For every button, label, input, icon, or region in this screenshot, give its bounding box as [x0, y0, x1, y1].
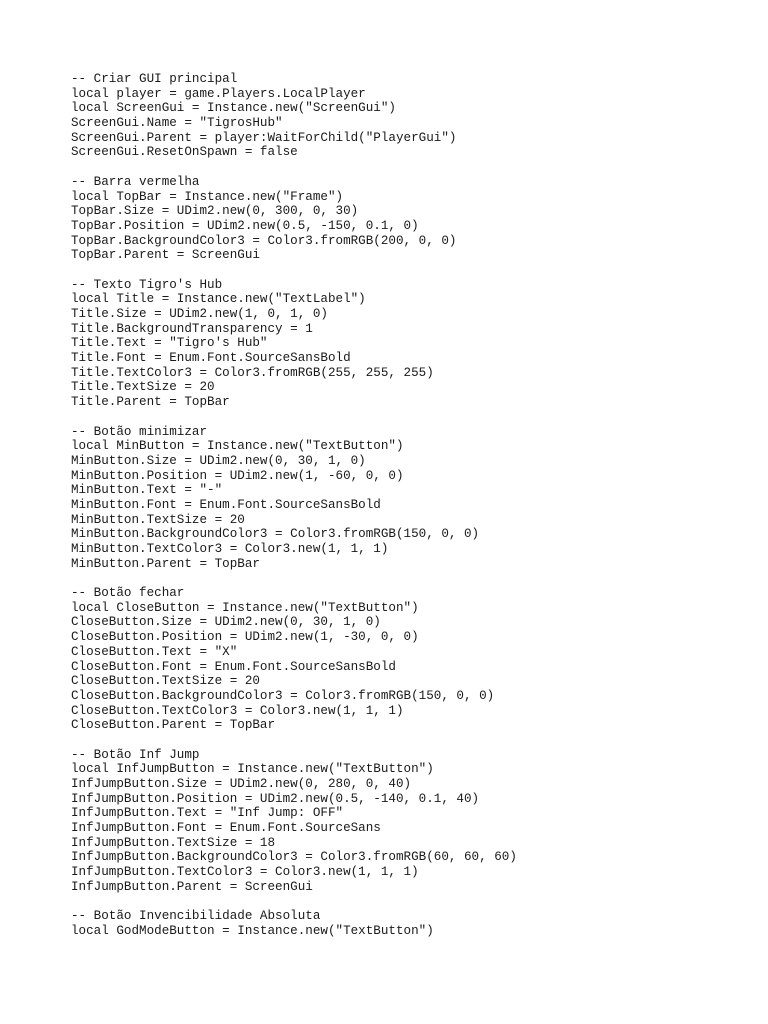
code-line: TopBar.BackgroundColor3 = Color3.fromRGB(200, 0, 0) [71, 233, 457, 248]
code-listing [71, 72, 751, 939]
blank-line [71, 263, 751, 278]
code-line: local player = game.Players.LocalPlayer [71, 86, 366, 101]
code-line: InfJumpButton.Font = Enum.Font.SourceSans [71, 821, 381, 836]
code-line: MinButton.Text = "-" [71, 483, 223, 498]
code-comment-line: -- Botão fechar [71, 586, 185, 601]
code-block [71, 175, 751, 263]
code-line: local Title = Instance.new("TextLabel") [71, 292, 366, 307]
code-block [71, 72, 751, 160]
blank-line [71, 895, 751, 910]
code-line: ScreenGui.Name = "TigrosHub" [71, 116, 283, 131]
code-line: MinButton.BackgroundColor3 = Color3.fromRGB(150, 0, 0) [71, 527, 480, 542]
code-line: InfJumpButton.TextSize = 18 [71, 835, 276, 850]
code-line: CloseButton.Font = Enum.Font.SourceSansBold [71, 659, 396, 674]
code-line: Title.TextColor3 = Color3.fromRGB(255, 255, 255) [71, 365, 434, 380]
code-line: MinButton.Parent = TopBar [71, 556, 260, 571]
code-line: CloseButton.TextColor3 = Color3.new(1, 1, 1) [71, 703, 404, 718]
blank-line [71, 160, 751, 175]
code-line: CloseButton.TextSize = 20 [71, 674, 260, 689]
code-line: TopBar.Position = UDim2.new(0.5, -150, 0.1, 0) [71, 218, 419, 233]
code-line: local MinButton = Instance.new("TextButton") [71, 439, 404, 454]
code-line: TopBar.Size = UDim2.new(0, 300, 0, 30) [71, 204, 359, 219]
code-comment-line: -- Criar GUI principal [71, 72, 238, 86]
code-line: Title.Size = UDim2.new(1, 0, 1, 0) [71, 307, 328, 321]
code-line: MinButton.TextColor3 = Color3.new(1, 1, 1) [71, 542, 389, 556]
code-block [71, 278, 751, 410]
code-comment-line: -- Botão Inf Jump [71, 747, 200, 762]
code-line: MinButton.Position = UDim2.new(1, -60, 0, 0) [71, 468, 404, 483]
code-block [71, 909, 751, 938]
code-line: CloseButton.Position = UDim2.new(1, -30, 0, 0) [71, 630, 419, 645]
code-line: MinButton.Font = Enum.Font.SourceSansBold [71, 497, 381, 512]
code-line: Title.TextSize = 20 [71, 380, 215, 395]
code-line: ScreenGui.ResetOnSpawn = false [71, 145, 298, 160]
code-line: InfJumpButton.Text = "Inf Jump: OFF" [71, 806, 344, 821]
code-line: MinButton.TextSize = 20 [71, 512, 245, 527]
code-block [71, 425, 751, 572]
blank-line [71, 733, 751, 748]
code-line: InfJumpButton.Parent = ScreenGui [71, 879, 313, 894]
blank-line [71, 571, 751, 586]
code-line: local TopBar = Instance.new("Frame") [71, 189, 344, 204]
code-line: CloseButton.BackgroundColor3 = Color3.fromRGB(150, 0, 0) [71, 688, 495, 703]
code-line: local GodModeButton = Instance.new("TextButton") [71, 923, 434, 938]
code-line: TopBar.Parent = ScreenGui [71, 248, 260, 263]
code-comment-line: -- Botão minimizar [71, 424, 208, 439]
code-block [71, 586, 751, 733]
code-line: Title.BackgroundTransparency = 1 [71, 321, 313, 336]
code-line: InfJumpButton.TextColor3 = Color3.new(1, 1, 1) [71, 865, 419, 880]
code-comment-line: -- Texto Tigro's Hub [71, 277, 223, 292]
code-line: MinButton.Size = UDim2.new(0, 30, 1, 0) [71, 453, 366, 468]
code-line: local InfJumpButton = Instance.new("TextButton") [71, 762, 434, 777]
code-comment-line: -- Botão Invencibilidade Absoluta [71, 909, 321, 924]
blank-line [71, 410, 751, 425]
code-comment-line: -- Barra vermelha [71, 174, 200, 189]
code-line: CloseButton.Parent = TopBar [71, 718, 276, 733]
code-line: Title.Text = "Tigro's Hub" [71, 336, 268, 351]
code-line: CloseButton.Size = UDim2.new(0, 30, 1, 0) [71, 615, 381, 630]
code-line: InfJumpButton.Position = UDim2.new(0.5, -140, 0.1, 40) [71, 791, 480, 806]
code-line: Title.Font = Enum.Font.SourceSansBold [71, 351, 351, 366]
code-line: InfJumpButton.BackgroundColor3 = Color3.fromRGB(60, 60, 60) [71, 850, 517, 865]
code-line: local ScreenGui = Instance.new("ScreenGui") [71, 101, 396, 116]
code-line: InfJumpButton.Size = UDim2.new(0, 280, 0, 40) [71, 777, 412, 791]
code-line: local CloseButton = Instance.new("TextButton") [71, 600, 419, 615]
code-line: ScreenGui.Parent = player:WaitForChild("PlayerGui") [71, 130, 457, 145]
code-line: Title.Parent = TopBar [71, 395, 230, 410]
code-block [71, 748, 751, 895]
code-line: CloseButton.Text = "X" [71, 644, 238, 659]
